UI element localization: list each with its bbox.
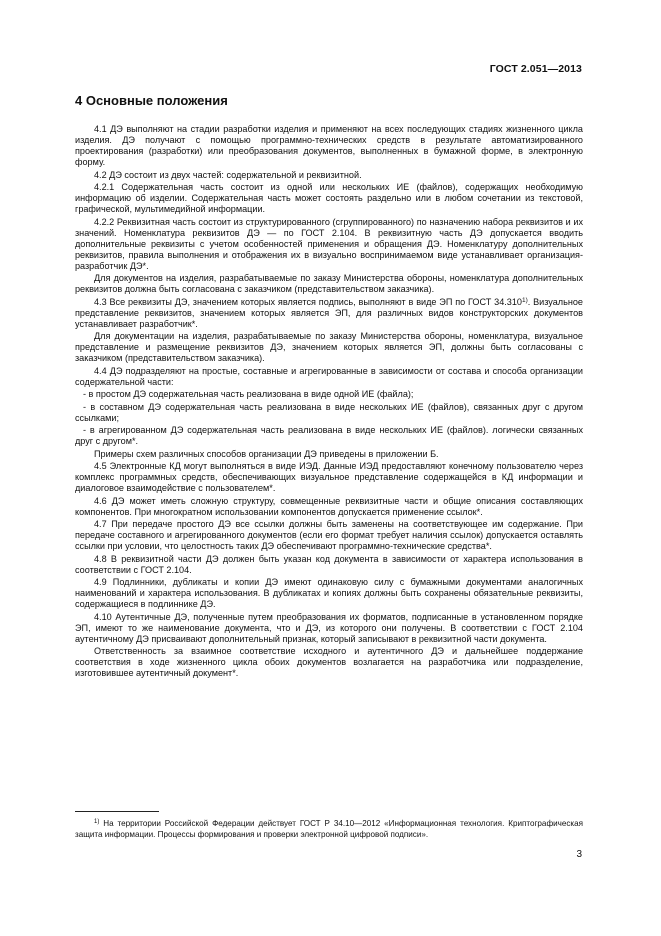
paragraph-4-10: 4.10 Аутентичные ДЭ, полученные путем преобразования их форматов, подписанные в установленном порядке ЭП, имеют то же наименование документа, что и ДЭ, из которого они получены. В соответствии с ГОСТ 2.104 аутентичному ДЭ присваивают дополнительный признак, который записывают в реквизитной части документа. (75, 611, 583, 644)
footnote (75, 818, 583, 840)
list-item-aggregated: - в агрегированном ДЭ содержательная часть реализована в виде нескольких ИЕ (файлов). логически связанных друг с другом*. (75, 425, 583, 447)
paragraph-4-1: 4.1 ДЭ выполняют на стадии разработки изделия и применяют на всех последующих стадиях жизненного цикла изделия. ДЭ получают с помощью программно-технических средств в результате автоматизированного проектирования (разработки) или преобразования документов, выполненных в бумажной форме, в электронную форму. (75, 124, 583, 168)
list-item-composite: - в составном ДЭ содержательная часть реализована в виде нескольких ИЕ (файлов), связанных друг с другом ссылками; (75, 401, 583, 423)
paragraph-defense-requisites: Для документов на изделия, разрабатываемые по заказу Министерства обороны, номенклатура дополнительных реквизитов должна быть согласована с заказчиком (представительством заказчика). (75, 273, 583, 295)
page-number: 3 (576, 849, 582, 860)
footnote-mark: 1) (94, 819, 100, 825)
standard-header: ГОСТ 2.051—2013 (489, 63, 582, 75)
list-item-simple: - в простом ДЭ содержательная часть реализована в виде одной ИЕ (файла); (83, 389, 414, 400)
footnote-reference: 1) (521, 296, 528, 304)
paragraph-4-9: 4.9 Подлинники, дубликаты и копии ДЭ имеют одинаковую силу с бумажными документами аналогичных наименований и характера использования. В дубликатах и копиях должны быть сохранены обязательные реквизиты, содержащиеся в подлиннике ДЭ. (75, 577, 583, 610)
footnote-divider (75, 811, 159, 812)
paragraph-examples: Примеры схем различных способов организации ДЭ приведены в приложении Б. (94, 448, 439, 459)
paragraph-defense-documentation: Для документации на изделия, разрабатываемые по заказу Министерства обороны, номенклатура, визуальное представление и размещение реквизитов ДЭ, значением которых является ЭП, должны быть согласованы с заказчиком (представительством заказчика). (75, 331, 583, 364)
paragraph-4-5: 4.5 Электронные КД могут выполняться в виде ИЭД. Данные ИЭД предоставляют конечному пользователю через комплекс программных средств, обеспечивающих визуальное представление содержащейся в КД информации и диалоговое взаимодействие с пользователем*. (75, 461, 583, 494)
section-title: 4 Основные положения (75, 93, 228, 108)
paragraph-4-3 (75, 297, 583, 330)
section-body (75, 124, 583, 681)
paragraph-4-2-1: 4.2.1 Содержательная часть состоит из одной или нескольких ИЕ (файлов), содержащих необходимую информацию об изделии. Содержательная часть может состоять раздельно или в любом сочетании из текстовой, графической, мультимедийной информации. (75, 182, 583, 215)
paragraph-4-2: 4.2 ДЭ состоит из двух частей: содержательной и реквизитной. (94, 169, 362, 180)
paragraph-4-8: 4.8 В реквизитной части ДЭ должен быть указан код документа в зависимости от характера использования в соответствии с ГОСТ 2.104. (75, 553, 583, 575)
paragraph-4-3-end: . Визуальное представление реквизитов, значением которых является ЭП, для различных видов конструкторских документов устанавливает разработчик*. (75, 296, 583, 329)
paragraph-4-2-2: 4.2.2 Реквизитная часть состоит из структурированного (сгруппированного) по назначению набора реквизитов и их значений. Номенклатура реквизитов ДЭ — по ГОСТ 2.104. В реквизитную часть ДЭ допускается вводить дополнительные реквизиты с учетом особенностей применения и обращения ДЭ. Номенклатуру дополнительных реквизитов, правила выполнения и отображения их в визуально воспринимаемом виде устанавливает организация-разработчик ДЭ*. (75, 216, 583, 271)
paragraph-4-4: 4.4 ДЭ подразделяют на простые, составные и агрегированные в зависимости от состава и способа организации содержательной части: (75, 365, 583, 387)
paragraph-responsibility: Ответственность за взаимное соответствие исходного и аутентичного ДЭ и дальнейшее поддержание соответствия в ходе жизненного цикла обоих документов возлагается на разработчика или подразделение, изготовившее аутентичный документ*. (75, 646, 583, 679)
paragraph-4-6: 4.6 ДЭ может иметь сложную структуру, совмещенные реквизитные части и общие описания составляющих компонентов. При многократном использовании компонентов допускается применение ссылок*. (75, 495, 583, 517)
paragraph-4-7: 4.7 При передаче простого ДЭ все ссылки должны быть заменены на соответствующее им содержание. При передаче составного и агрегированного документов (если его формат требует наличия ссылок) допускается оставлять ссылки при условии, что целостность таких ДЭ обеспечивают программно-технические средства*. (75, 519, 583, 552)
footnote-text: На территории Российской Федерации действует ГОСТ Р 34.10—2012 «Информационная технология. Криптографическая защита информации. Процессы формирования и проверки электронной цифровой подписи». (75, 819, 583, 840)
paragraph-4-3-start: 4.3 Все реквизиты ДЭ, значением которых является подпись, выполняют в виде ЭП по ГОСТ 34.310 (94, 296, 522, 307)
